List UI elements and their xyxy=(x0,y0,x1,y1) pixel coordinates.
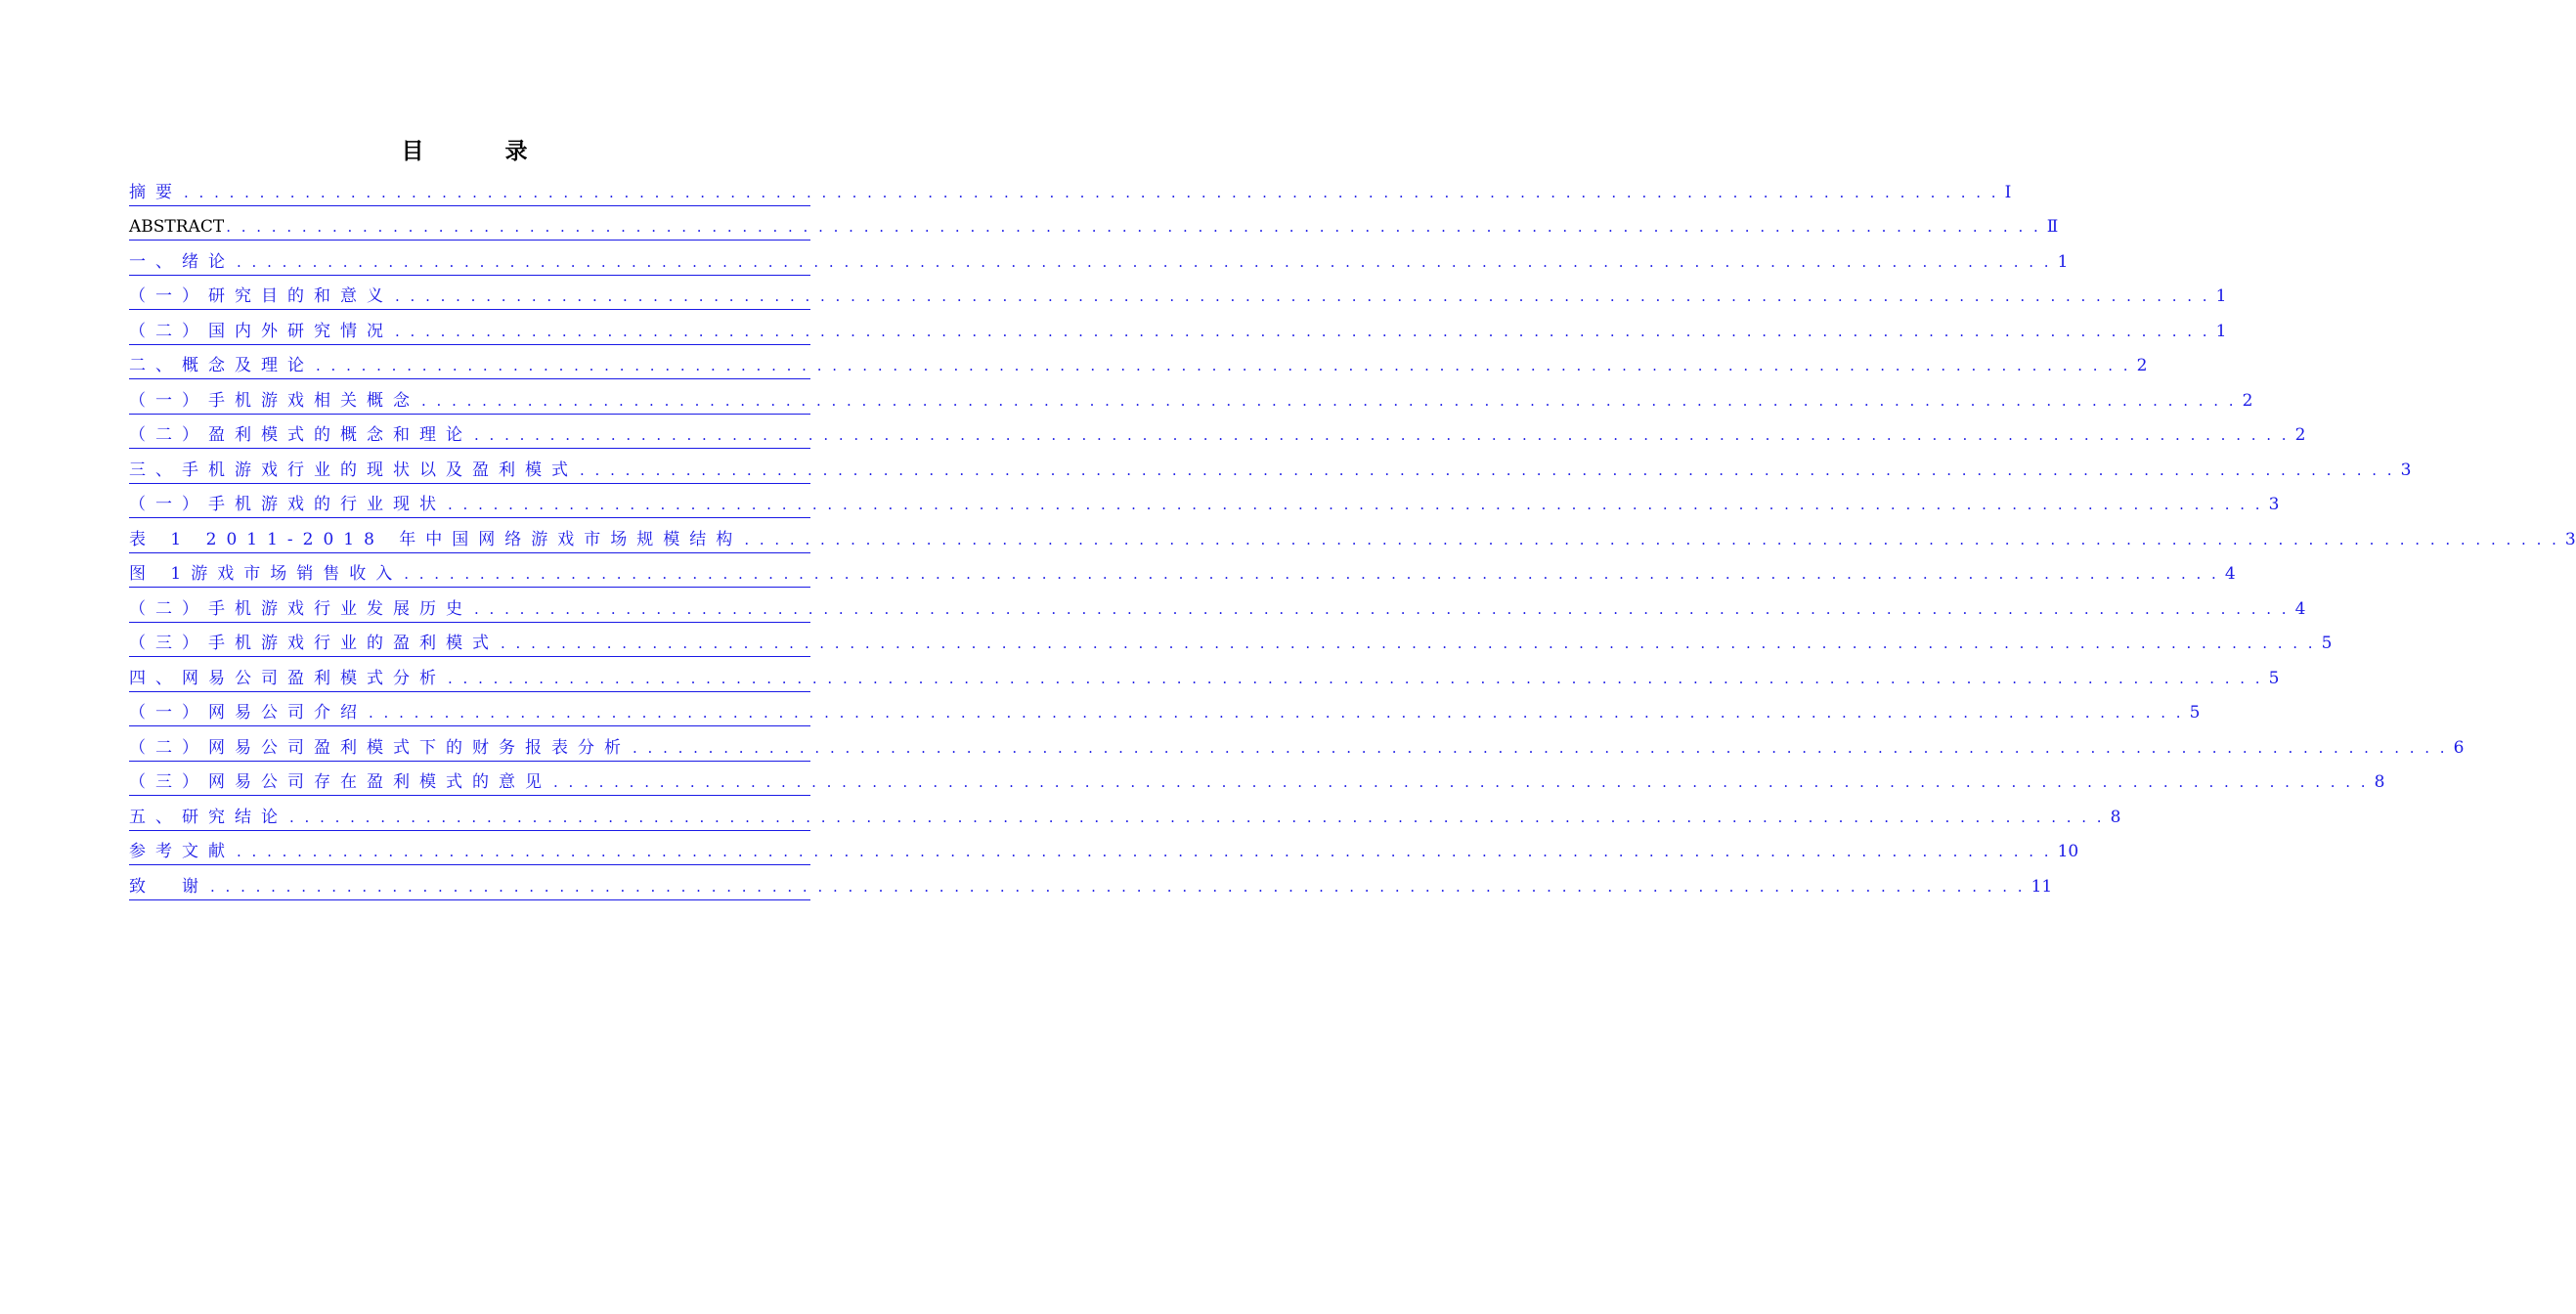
toc-entry[interactable] xyxy=(129,588,2306,623)
toc-entry-label: （二）国内外研究情况 xyxy=(129,321,393,341)
toc-entry-label: （二）网易公司盈利模式下的财务报表分析 xyxy=(129,737,631,758)
toc-entry[interactable] xyxy=(129,692,2201,727)
toc-dot-leader: . . . . . . . . . . . . . . . . . . . . . . . . . . . . . . . . . . . . . . . . . . . . . . . . . . . . . . . . . . . . . . . . . . . . . . . . . . . . . . . . . . . . . . . . . . . . . . . . . . . . . . . . . . . . . . . . . . . . . . . . xyxy=(237,843,2052,860)
toc-entry[interactable] xyxy=(129,449,2412,484)
toc-dot-leader: . . . . . . . . . . . . . . . . . . . . . . . . . . . . . . . . . . . . . . . . . . . . . . . . . . . . . . . . . . . . . . . . . . . . . . . . . . . . . . . . . . . . . . . . . . . . . . . . . . . . . . . . . . . . . . . . . . . . . . . . xyxy=(404,565,2219,583)
toc-dot-leader: . . . . . . . . . . . . . . . . . . . . . . . . . . . . . . . . . . . . . . . . . . . . . . . . . . . . . . . . . . . . . . . . . . . . . . . . . . . . . . . . . . . . . . . . . . . . . . . . . . . . . . . . . . . . . . . . . . . . . . . . xyxy=(226,218,2041,236)
toc-entry-page-number: 2 xyxy=(2294,425,2306,445)
toc-entry[interactable] xyxy=(129,831,2079,866)
toc-entry-page-number: 11 xyxy=(2030,876,2053,897)
toc-entry-label: （一）网易公司介绍 xyxy=(129,703,367,723)
toc-entry[interactable] xyxy=(129,206,2059,241)
toc-entry-page-number: 3 xyxy=(2564,529,2576,549)
toc-dot-leader: . . . . . . . . . . . . . . . . . . . . . . . . . . . . . . . . . . . . . . . . . . . . . . . . . . . . . . . . . . . . . . . . . . . . . . . . . . . . . . . . . . . . . . . . . . . . . . . . . . . . . . . . . . . . . . . . . . . . . . . . xyxy=(395,322,2210,340)
toc-dot-leader: . . . . . . . . . . . . . . . . . . . . . . . . . . . . . . . . . . . . . . . . . . . . . . . . . . . . . . . . . . . . . . . . . . . . . . . . . . . . . . . . . . . . . . . . . . . . . . . . . . . . . . . . . . . . . . . . . . . . . . . . xyxy=(448,669,2263,687)
toc-entry[interactable] xyxy=(129,415,2306,450)
toc-entry-label: （一）手机游戏相关概念 xyxy=(129,390,419,411)
toc-entry-label: （二）手机游戏行业发展历史 xyxy=(129,598,472,619)
toc-entry-page-number: 5 xyxy=(2321,634,2333,653)
toc-entry[interactable] xyxy=(129,276,2227,311)
toc-entry-label: 五、研究结论 xyxy=(129,807,287,827)
toc-dot-leader: . . . . . . . . . . . . . . . . . . . . . . . . . . . . . . . . . . . . . . . . . . . . . . . . . . . . . . . . . . . . . . . . . . . . . . . . . . . . . . . . . . . . . . . . . . . . . . . . . . . . . . . . . . . . . . . . . . . . . . . . xyxy=(369,704,2184,722)
toc-entry[interactable] xyxy=(129,171,2012,206)
toc-entry-label: 致 谢 xyxy=(129,876,208,897)
toc-entry-label: （三）手机游戏行业的盈利模式 xyxy=(129,634,499,653)
toc-entry-label: （二）盈利模式的概念和理论 xyxy=(129,425,472,445)
toc-entry-page-number: Ⅰ xyxy=(2004,182,2012,202)
toc-dot-leader: . . . . . . . . . . . . . . . . . . . . . . . . . . . . . . . . . . . . . . . . . . . . . . . . . . . . . . . . . . . . . . . . . . . . . . . . . . . . . . . . . . . . . . . . . . . . . . . . . . . . . . . . . . . . . . . . . . . . . . . . xyxy=(744,530,2559,548)
toc-entry[interactable] xyxy=(129,553,2236,589)
table-of-contents xyxy=(129,171,2576,900)
toc-entry-label: 三、手机游戏行业的现状以及盈利模式 xyxy=(129,460,578,480)
toc-entry-page-number: 10 xyxy=(2057,842,2079,861)
toc-entry-label: 一、绪论 xyxy=(129,251,235,272)
toc-entry-label: 二、概念及理论 xyxy=(129,356,314,375)
toc-entry-label: 摘要 xyxy=(129,182,182,202)
toc-entry-page-number: 3 xyxy=(2400,460,2412,480)
toc-entry-label: 四、网易公司盈利模式分析 xyxy=(129,668,446,688)
toc-entry[interactable] xyxy=(129,726,2465,762)
toc-entry[interactable] xyxy=(129,379,2253,415)
toc-entry-page-number: 1 xyxy=(2215,286,2227,306)
toc-title: 目 录 xyxy=(401,138,557,164)
toc-dot-leader: . . . . . . . . . . . . . . . . . . . . . . . . . . . . . . . . . . . . . . . . . . . . . . . . . . . . . . . . . . . . . . . . . . . . . . . . . . . . . . . . . . . . . . . . . . . . . . . . . . . . . . . . . . . . . . . . . . . . . . . . xyxy=(448,496,2263,513)
toc-dot-leader: . . . . . . . . . . . . . . . . . . . . . . . . . . . . . . . . . . . . . . . . . . . . . . . . . . . . . . . . . . . . . . . . . . . . . . . . . . . . . . . . . . . . . . . . . . . . . . . . . . . . . . . . . . . . . . . . . . . . . . . . xyxy=(553,773,2369,791)
toc-dot-leader: . . . . . . . . . . . . . . . . . . . . . . . . . . . . . . . . . . . . . . . . . . . . . . . . . . . . . . . . . . . . . . . . . . . . . . . . . . . . . . . . . . . . . . . . . . . . . . . . . . . . . . . . . . . . . . . . . . . . . . . . xyxy=(474,426,2290,444)
toc-entry-page-number: Ⅱ xyxy=(2046,217,2059,237)
toc-entry-page-number: 1 xyxy=(2215,321,2227,341)
toc-entry-page-number: 6 xyxy=(2453,737,2465,758)
toc-entry-label: 参考文献 xyxy=(129,842,235,861)
toc-dot-leader: . . . . . . . . . . . . . . . . . . . . . . . . . . . . . . . . . . . . . . . . . . . . . . . . . . . . . . . . . . . . . . . . . . . . . . . . . . . . . . . . . . . . . . . . . . . . . . . . . . . . . . . . . . . . . . . . . . . . . . . . xyxy=(289,808,2105,826)
toc-dot-leader: . . . . . . . . . . . . . . . . . . . . . . . . . . . . . . . . . . . . . . . . . . . . . . . . . . . . . . . . . . . . . . . . . . . . . . . . . . . . . . . . . . . . . . . . . . . . . . . . . . . . . . . . . . . . . . . . . . . . . . . . xyxy=(237,252,2052,271)
toc-dot-leader: . . . . . . . . . . . . . . . . . . . . . . . . . . . . . . . . . . . . . . . . . . . . . . . . . . . . . . . . . . . . . . . . . . . . . . . . . . . . . . . . . . . . . . . . . . . . . . . . . . . . . . . . . . . . . . . . . . . . . . . . xyxy=(316,357,2131,374)
toc-entry[interactable] xyxy=(129,865,2053,900)
toc-entry-label: （一）手机游戏的行业现状 xyxy=(129,495,446,514)
toc-entry[interactable] xyxy=(129,345,2148,380)
toc-entry-label: 表 1 2011-2018 年中国网络游戏市场规模结构 xyxy=(129,529,743,549)
toc-entry-label: ABSTRACT xyxy=(129,217,225,237)
toc-entry-label: （一）研究目的和意义 xyxy=(129,286,393,306)
toc-dot-leader: . . . . . . . . . . . . . . . . . . . . . . . . . . . . . . . . . . . . . . . . . . . . . . . . . . . . . . . . . . . . . . . . . . . . . . . . . . . . . . . . . . . . . . . . . . . . . . . . . . . . . . . . . . . . . . . . . . . . . . . . xyxy=(580,460,2395,479)
toc-dot-leader: . . . . . . . . . . . . . . . . . . . . . . . . . . . . . . . . . . . . . . . . . . . . . . . . . . . . . . . . . . . . . . . . . . . . . . . . . . . . . . . . . . . . . . . . . . . . . . . . . . . . . . . . . . . . . . . . . . . . . . . . xyxy=(421,391,2237,410)
toc-entry-page-number: 8 xyxy=(2374,772,2385,792)
toc-dot-leader: . . . . . . . . . . . . . . . . . . . . . . . . . . . . . . . . . . . . . . . . . . . . . . . . . . . . . . . . . . . . . . . . . . . . . . . . . . . . . . . . . . . . . . . . . . . . . . . . . . . . . . . . . . . . . . . . . . . . . . . . xyxy=(184,183,1999,201)
toc-entry[interactable] xyxy=(129,484,2280,519)
toc-entry[interactable] xyxy=(129,310,2227,345)
toc-entry-label: （三）网易公司存在盈利模式的意见 xyxy=(129,772,551,792)
toc-entry[interactable] xyxy=(129,796,2121,831)
toc-entry[interactable] xyxy=(129,657,2280,692)
toc-entry-page-number: 1 xyxy=(2057,251,2069,272)
toc-entry-label: 图 1游戏市场销售收入 xyxy=(129,564,403,584)
toc-entry[interactable] xyxy=(129,623,2333,658)
toc-dot-leader: . . . . . . . . . . . . . . . . . . . . . . . . . . . . . . . . . . . . . . . . . . . . . . . . . . . . . . . . . . . . . . . . . . . . . . . . . . . . . . . . . . . . . . . . . . . . . . . . . . . . . . . . . . . . . . . . . . . . . . . . xyxy=(633,738,2448,757)
toc-entry-page-number: 2 xyxy=(2136,356,2148,375)
toc-entry[interactable] xyxy=(129,241,2069,276)
toc-entry-page-number: 3 xyxy=(2268,495,2280,514)
toc-entry-page-number: 5 xyxy=(2268,668,2280,688)
toc-dot-leader: . . . . . . . . . . . . . . . . . . . . . . . . . . . . . . . . . . . . . . . . . . . . . . . . . . . . . . . . . . . . . . . . . . . . . . . . . . . . . . . . . . . . . . . . . . . . . . . . . . . . . . . . . . . . . . . . . . . . . . . . xyxy=(210,877,2026,896)
toc-entry-page-number: 4 xyxy=(2294,598,2306,619)
toc-entry[interactable] xyxy=(129,762,2385,797)
toc-entry-page-number: 5 xyxy=(2189,703,2201,723)
toc-entry[interactable] xyxy=(129,518,2576,553)
toc-dot-leader: . . . . . . . . . . . . . . . . . . . . . . . . . . . . . . . . . . . . . . . . . . . . . . . . . . . . . . . . . . . . . . . . . . . . . . . . . . . . . . . . . . . . . . . . . . . . . . . . . . . . . . . . . . . . . . . . . . . . . . . . xyxy=(474,599,2290,618)
toc-dot-leader: . . . . . . . . . . . . . . . . . . . . . . . . . . . . . . . . . . . . . . . . . . . . . . . . . . . . . . . . . . . . . . . . . . . . . . . . . . . . . . . . . . . . . . . . . . . . . . . . . . . . . . . . . . . . . . . . . . . . . . . . xyxy=(501,635,2316,652)
toc-entry-page-number: 2 xyxy=(2242,390,2253,411)
toc-dot-leader: . . . . . . . . . . . . . . . . . . . . . . . . . . . . . . . . . . . . . . . . . . . . . . . . . . . . . . . . . . . . . . . . . . . . . . . . . . . . . . . . . . . . . . . . . . . . . . . . . . . . . . . . . . . . . . . . . . . . . . . . xyxy=(395,287,2210,305)
toc-entry-page-number: 4 xyxy=(2224,564,2236,584)
toc-entry-page-number: 8 xyxy=(2110,807,2121,827)
